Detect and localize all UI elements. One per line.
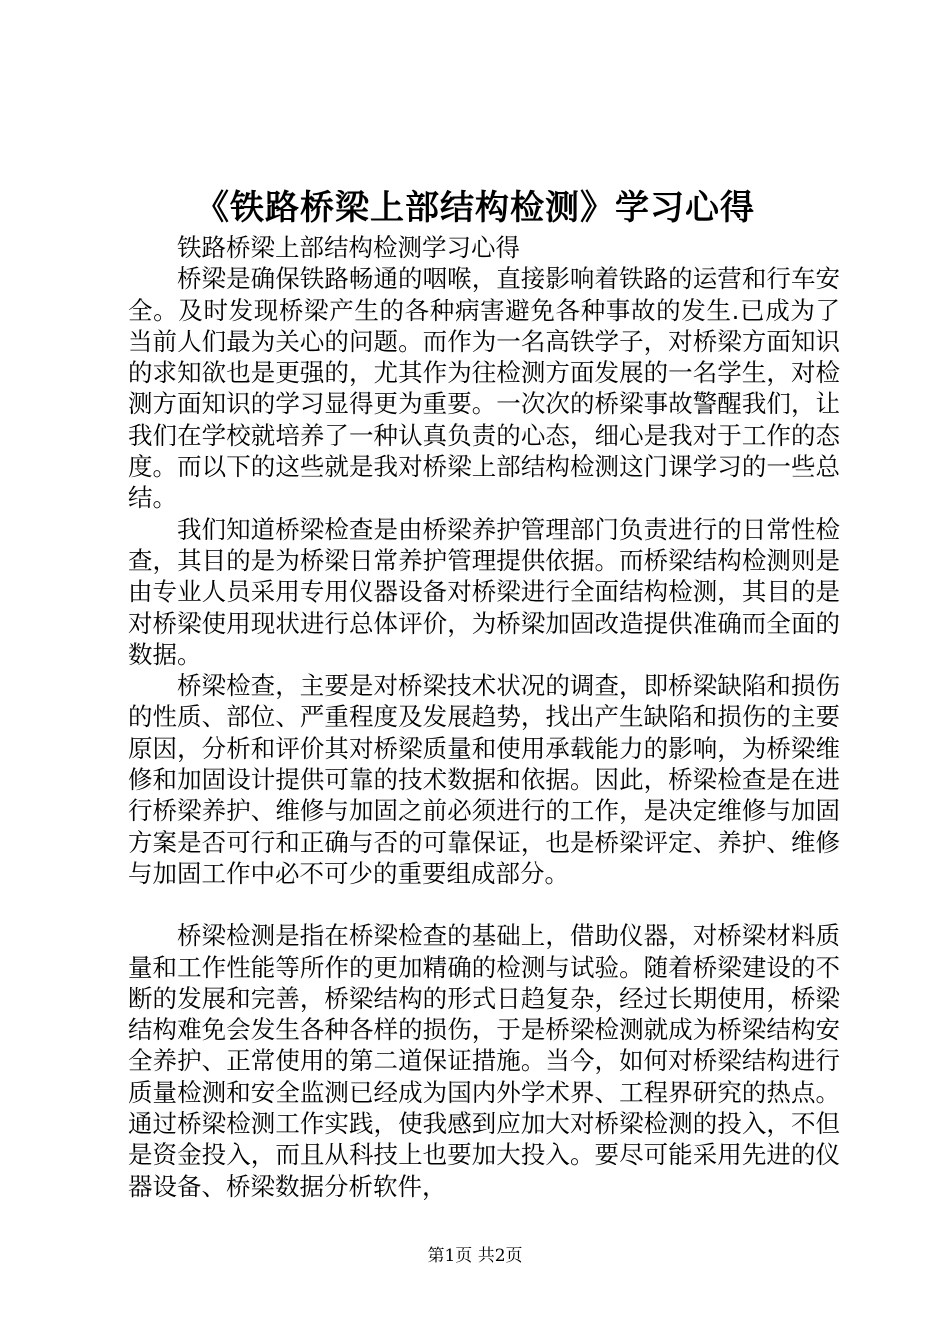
paragraph-3: 桥梁检查，主要是对桥梁技术状况的调查，即桥梁缺陷和损伤的性质、部位、严重程度及发展趋势，找出产生缺陷和损伤的主要原因，分析和评价其对桥梁质量和使用承载能力的影响，为桥梁维修和加固设计提供可靠的技术数据和依据。因此，桥梁检查是在进行桥梁养护、维修与加固之前必须进行的工作，是决定维修与加固方案是否可行和正确与否的可靠保证，也是桥梁评定、养护、维修与加固工作中必不可少的重要组成部分。: [128, 671, 840, 888]
page-footer: 第1页 共2页: [427, 1246, 523, 1266]
paragraph-4: 桥梁检测是指在桥梁检查的基础上，借助仪器，对桥梁材料质量和工作性能等所作的更加精确的检测与试验。随着桥梁建设的不断的发展和完善，桥梁结构的形式日趋复杂，经过长期使用，桥梁结构难免会发生各种各样的损伤，于是桥梁检测就成为桥梁结构安全养护、正常使用的第二道保证措施。当今，如何对桥梁结构进行质量检测和安全监测已经成为国内外学术界、工程界研究的热点。通过桥梁检测工作实践，使我感到应加大对桥梁检测的投入，不但是资金投入，而且从科技上也要加大投入。要尽可能采用先进的仪器设备、桥梁数据分析软件，: [128, 921, 840, 1201]
paragraph-2: 我们知道桥梁检查是由桥梁养护管理部门负责进行的日常性检查，其目的是为桥梁日常养护管理提供依据。而桥梁结构检测则是由专业人员采用专用仪器设备对桥梁进行全面结构检测，其目的是对桥梁使用现状进行总体评价，为桥梁加固改造提供准确而全面的数据。: [128, 514, 840, 669]
subtitle-line: 铁路桥梁上部结构检测学习心得: [177, 233, 520, 262]
document-body: [128, 232, 840, 1202]
paragraph-1: 桥梁是确保铁路畅通的咽喉，直接影响着铁路的运营和行车安全。及时发现桥梁产生的各种病害避免各种事故的发生.已成为了当前人们最为关心的问题。而作为一名高铁学子，对桥梁方面知识的求知欲也是更强的，尤其作为往检测方面发展的一名学生，对检测方面知识的学习显得更为重要。一次次的桥梁事故警醒我们，让我们在学校就培养了一种认真负责的心态，细心是我对于工作的态度。而以下的这些就是我对桥梁上部结构检测这门课学习的一些总结。: [128, 264, 840, 513]
paragraph-spacer: [128, 889, 840, 920]
document-title: 《铁路桥梁上部结构检测》学习心得: [195, 188, 755, 228]
